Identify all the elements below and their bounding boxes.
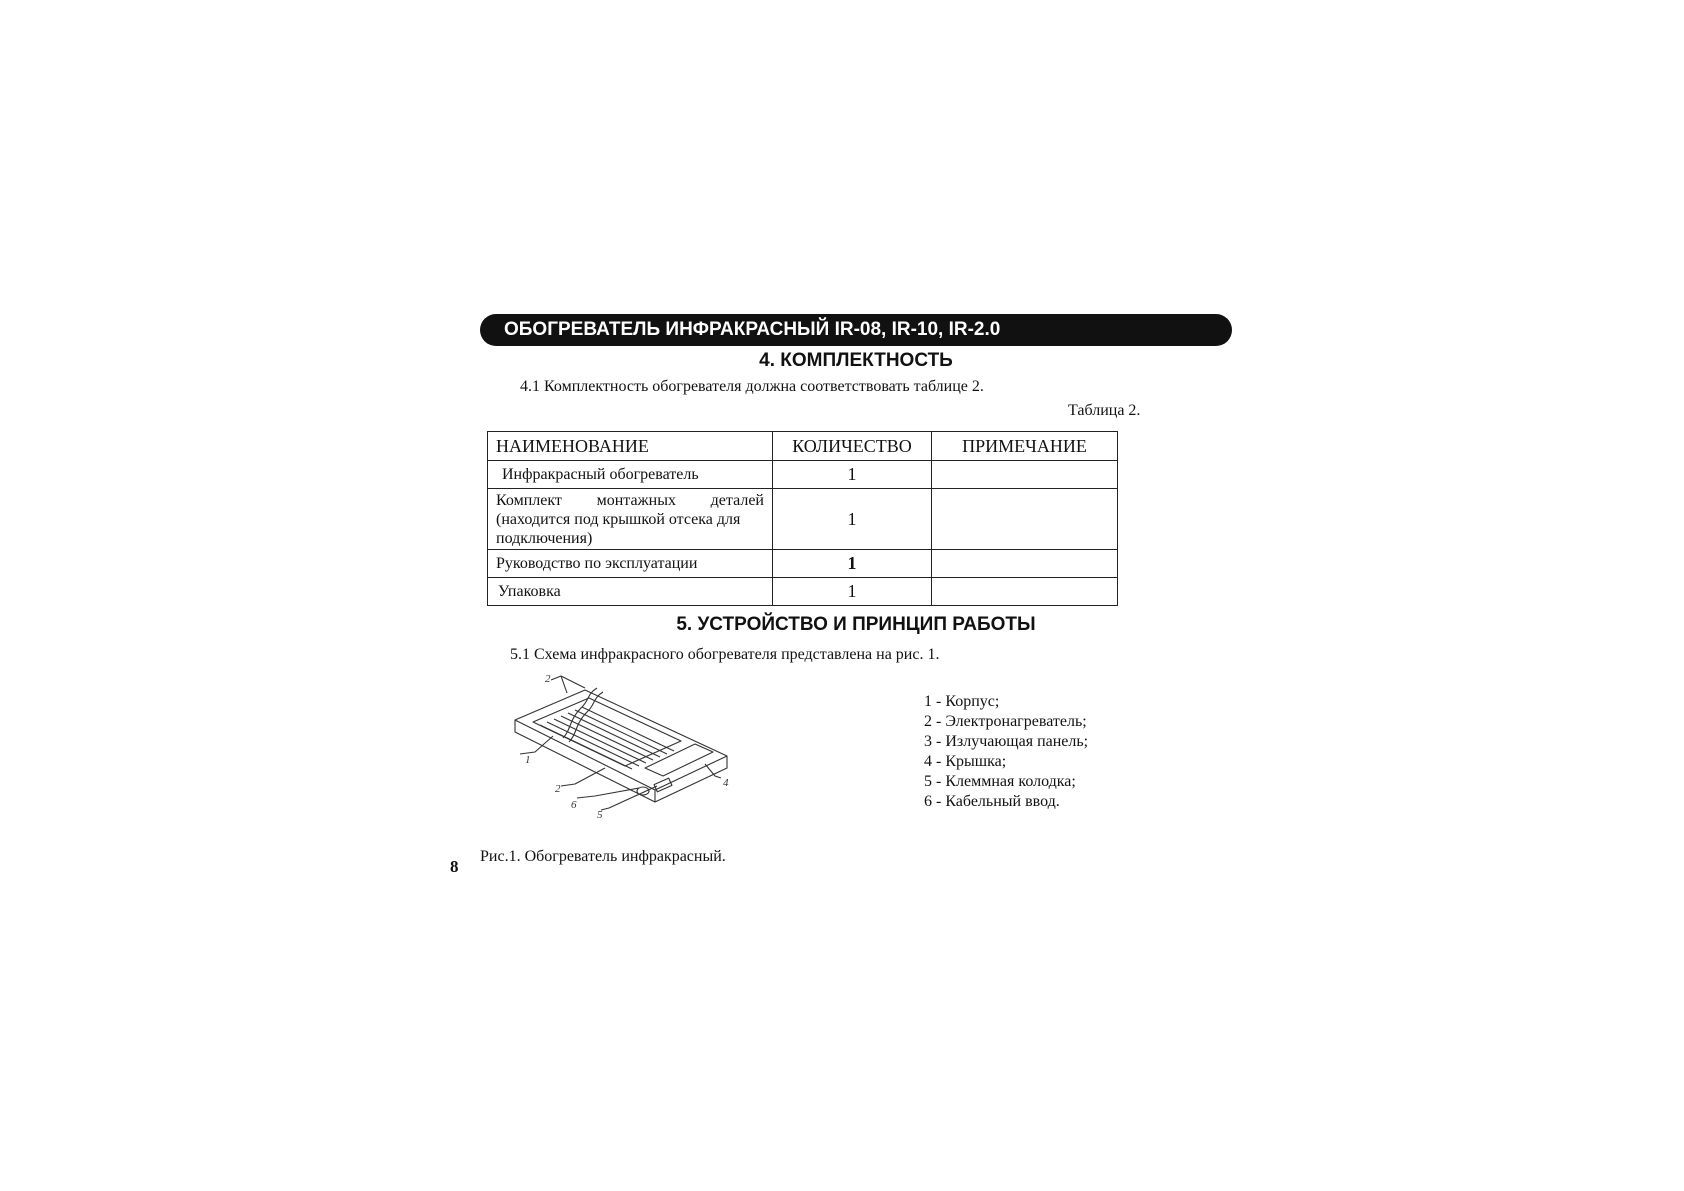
table-row [488,550,1118,578]
table-header-row [488,432,1118,461]
leader-line [561,768,605,786]
legend-item [924,732,1088,752]
leader-line [551,676,585,688]
callout-label: 2 [545,673,551,685]
paragraph-5-1: 5.1 Схема инфракрасного обогревателя представлена на рис. 1. [510,646,940,663]
cell-item-qty: 1 [773,578,932,606]
callout-label: 5 [597,809,603,821]
column-header-name: НАИМЕНОВАНИЕ [488,432,773,461]
column-header-quantity: КОЛИЧЕСТВО [773,432,932,461]
name-line: подключения) [496,529,593,547]
cell-item-note [932,489,1118,550]
legend-number: 5 [924,773,932,790]
legend-text: - Излучающая панель; [932,733,1089,750]
table-row [488,461,1118,489]
cell-item-note [932,578,1118,606]
leader-line [520,736,553,754]
heater-drawing [505,668,745,838]
legend-text: - Корпус; [932,693,1000,710]
legend-text: - Клеммная колодка; [932,773,1076,790]
name-word: Комплект [496,491,562,509]
column-header-note: ПРИМЕЧАНИЕ [932,432,1118,461]
cell-item-name [488,489,773,550]
cell-item-note [932,550,1118,578]
heater-diagram [505,668,745,838]
legend-number: 6 [924,793,932,810]
legend-number: 4 [924,753,932,770]
cell-item-qty: 1 [773,489,932,550]
legend-text: - Электронагреватель; [932,713,1087,730]
heater-tube [582,707,674,751]
terminal-block [654,778,672,792]
callout-label: 6 [571,799,577,811]
cell-item-note [932,461,1118,489]
legend-item [924,692,1088,712]
diagram-legend [924,692,1088,812]
callout-label: 1 [525,754,531,766]
completeness-table [487,431,1118,606]
name-word: деталей [710,491,764,509]
cell-item-name: Руководство по эксплуатации [488,550,773,578]
heater-tube [540,725,632,769]
cell-item-qty: 1 [773,550,932,578]
cell-item-name: Упаковка [488,578,773,606]
name-line: (находится под крышкой отсека для [496,510,741,528]
table-caption: Таблица 2. [1068,402,1141,419]
figure-caption: Рис.1. Обогреватель инфракрасный. [480,848,726,865]
legend-item [924,752,1088,772]
page-number: 8 [450,857,459,876]
document-header-banner [480,314,1232,346]
callout-label: 2 [555,783,561,795]
cell-item-qty: 1 [773,461,932,489]
paragraph-4-1: 4.1 Комплектность обогревателя должна соответствовать таблице 2. [520,378,984,395]
cell-item-name: Инфракрасный обогреватель [488,461,773,489]
legend-item [924,792,1088,812]
legend-text: - Кабельный ввод. [932,793,1060,810]
heater-tube [575,710,667,754]
table-row [488,578,1118,606]
legend-number: 3 [924,733,932,750]
legend-item [924,772,1088,792]
section-5-title: 5. УСТРОЙСТВО И ПРИНЦИП РАБОТЫ [676,614,1036,635]
section-4-title: 4. КОМПЛЕКТНОСТЬ [759,350,953,371]
callout-label: 4 [723,777,729,789]
name-first-line [496,491,764,510]
name-word: монтажных [596,491,676,509]
heater-tube [561,716,653,760]
heater-tube [554,719,646,763]
legend-number: 1 [924,693,932,710]
heater-tube [568,713,660,757]
legend-number: 2 [924,713,932,730]
leader-line [705,764,721,778]
leader-line [577,788,639,798]
housing-top-face [515,690,727,790]
legend-item [924,712,1088,732]
legend-text: - Крышка; [932,753,1007,770]
banner-title: ОБОГРЕВАТЕЛЬ ИНФРАКРАСНЫЙ IR-08, IR-10, IR-2.0 [504,319,1001,340]
table-row [488,489,1118,550]
